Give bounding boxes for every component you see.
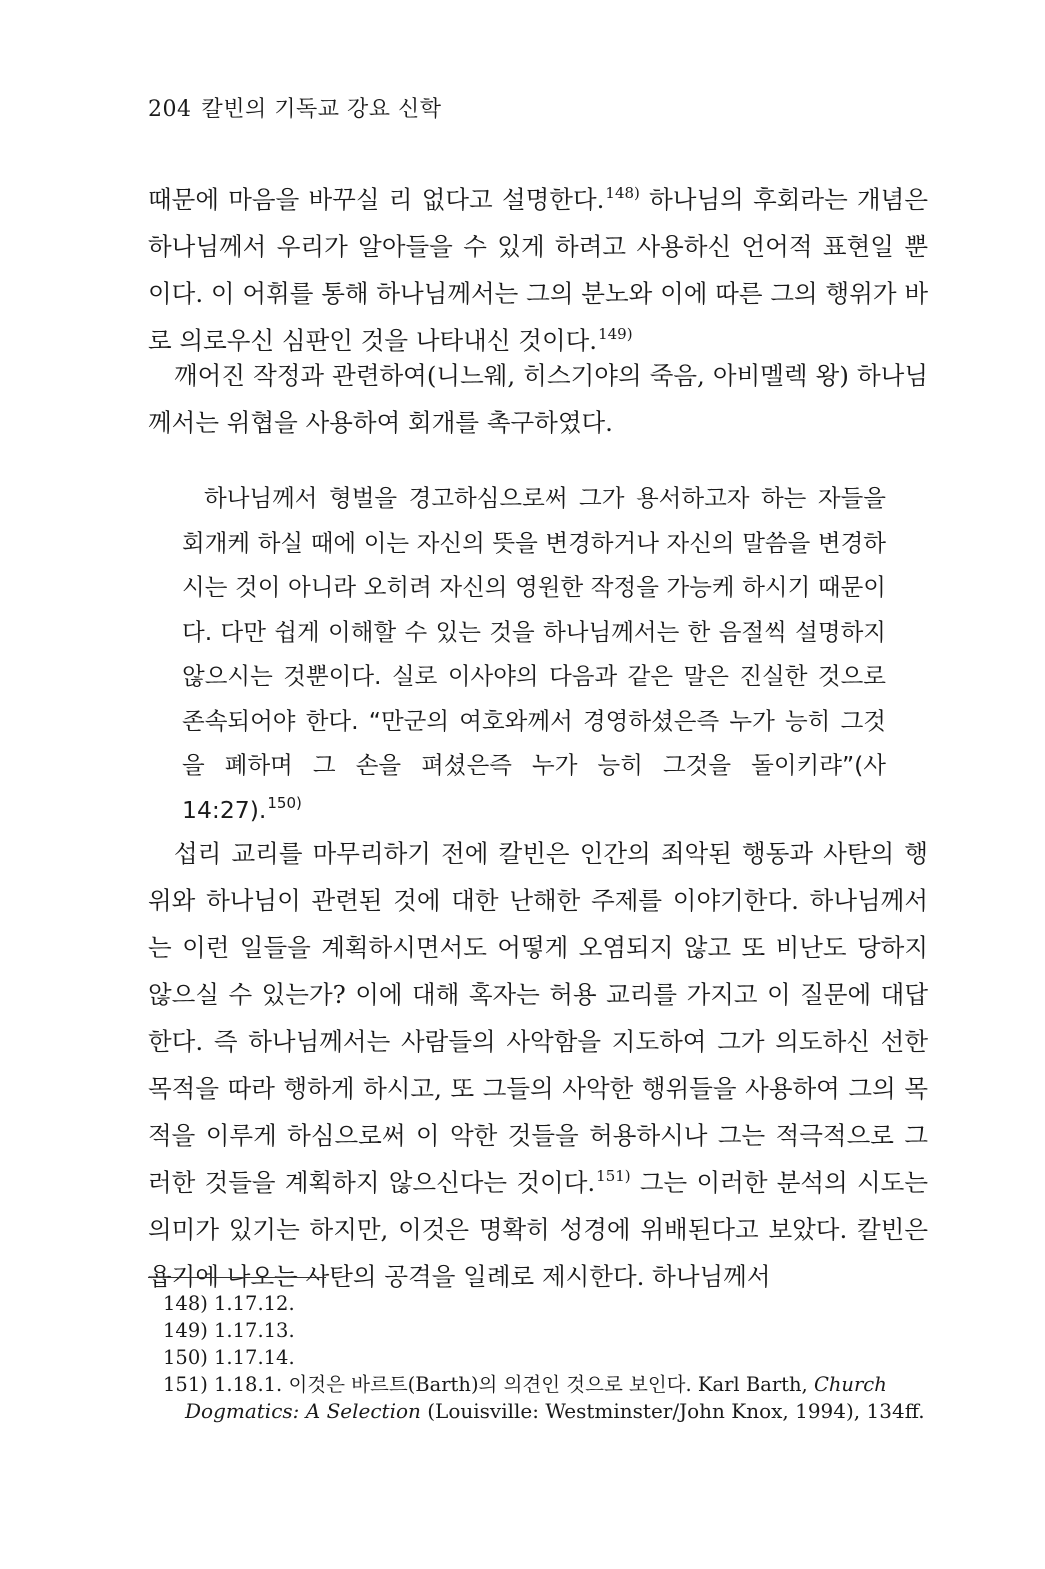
footnote-ref-149: 149) [598, 325, 633, 343]
running-header [148, 92, 442, 123]
footnote-divider [148, 1277, 326, 1278]
body-paragraph-1 [148, 176, 928, 364]
paragraph-text: 섭리 교리를 마무리하기 전에 칼빈은 인간의 죄악된 행동과 사탄의 행위와 하나님이 관련된 것에 대한 난해한 주제를 이야기한다. 하나님께서는 이런 일들을 계획하시면서도 어떻게 오염되지 않고 또 비난도 당하지 않으실 수 있는가? 이에 대해 혹자는 허용 교리를 가지고 이 질문에 대답한다. 즉 하나님께서는 사람들의 사악함을 지도하여 그가 의도하신 선한 목적을 따라 행하게 하시고, 또 그들의 사악한 행위들을 사용하여 그의 목적을 이루게 하심으로써 이 악한 것들을 허용하시나 그는 적극적으로 그러한 것들을 계획하지 않으신다는 것이다. [148, 839, 928, 1197]
paragraph-text: 그는 이러한 분석의 시도는 의미가 있기는 하지만, 이것은 명확히 성경에 위배된다고 보았다. 칼빈은 욥기에 나오는 사탄의 공격을 일례로 제시한다. 하나님께서 [148, 1168, 928, 1291]
running-title: 칼빈의 기독교 강요 신학 [201, 97, 442, 122]
body-paragraph-3 [148, 830, 928, 1300]
footnote-text: (Louisville: Westminster/John Knox, 1994), 134ff. [420, 1399, 925, 1423]
paragraph-text: 하나님의 후회라는 개념은 하나님께서 우리가 알아들을 수 있게 하려고 사용하신 언어적 표현일 뿐이다. 이 어휘를 통해 하나님께서는 그의 분노와 이에 따른 그의 행위가 바로 의로우신 심판인 것을 나타내신 것이다. [148, 185, 928, 355]
paragraph-text: 때문에 마음을 바꾸실 리 없다고 설명한다. [148, 185, 605, 214]
page-number: 204 [148, 97, 192, 122]
footnote-text: 151) 1.18.1. 이것은 바르트(Barth)의 의견인 것으로 보인다. Karl Barth, [163, 1373, 814, 1396]
footnote-ref-148: 148) [605, 184, 640, 202]
footnote-148: 148) 1.17.12. [163, 1292, 295, 1315]
footnote-151-continued [163, 1398, 933, 1425]
body-paragraph-2 [148, 352, 928, 446]
block-quote [182, 476, 886, 832]
footnotes [163, 1290, 933, 1425]
footnote-151 [163, 1371, 933, 1398]
footnote-150: 150) 1.17.14. [163, 1346, 295, 1369]
paragraph-text: 깨어진 작정과 관련하여(니느웨, 히스기야의 죽음, 아비멜렉 왕) 하나님께서는 위협을 사용하여 회개를 촉구하였다. [148, 361, 928, 437]
book-title-continued: Dogmatics: A Selection [185, 1399, 421, 1423]
quote-text: 하나님께서 형벌을 경고하심으로써 그가 용서하고자 하는 자들을 회개케 하실 때에 이는 자신의 뜻을 변경하거나 자신의 말씀을 변경하시는 것이 아니라 오히려 자신의 영원한 작정을 가능케 하시기 때문이다. 다만 쉽게 이해할 수 있는 것을 하나님께서는 한 음절씩 설명하지 않으시는 것뿐이다. 실로 이사야의 다음과 같은 말은 진실한 것으로 존속되어야 한다. “만군의 여호와께서 경영하셨은즉 누가 능히 그것을 폐하며 그 손을 펴셨은즉 누가 능히 그것을 돌이키랴”(사 14:27). [182, 484, 886, 824]
footnote-149: 149) 1.17.13. [163, 1319, 295, 1342]
book-title: Church [813, 1373, 887, 1396]
footnote-ref-151: 151) [596, 1167, 631, 1185]
footnote-ref-150: 150) [267, 793, 302, 812]
